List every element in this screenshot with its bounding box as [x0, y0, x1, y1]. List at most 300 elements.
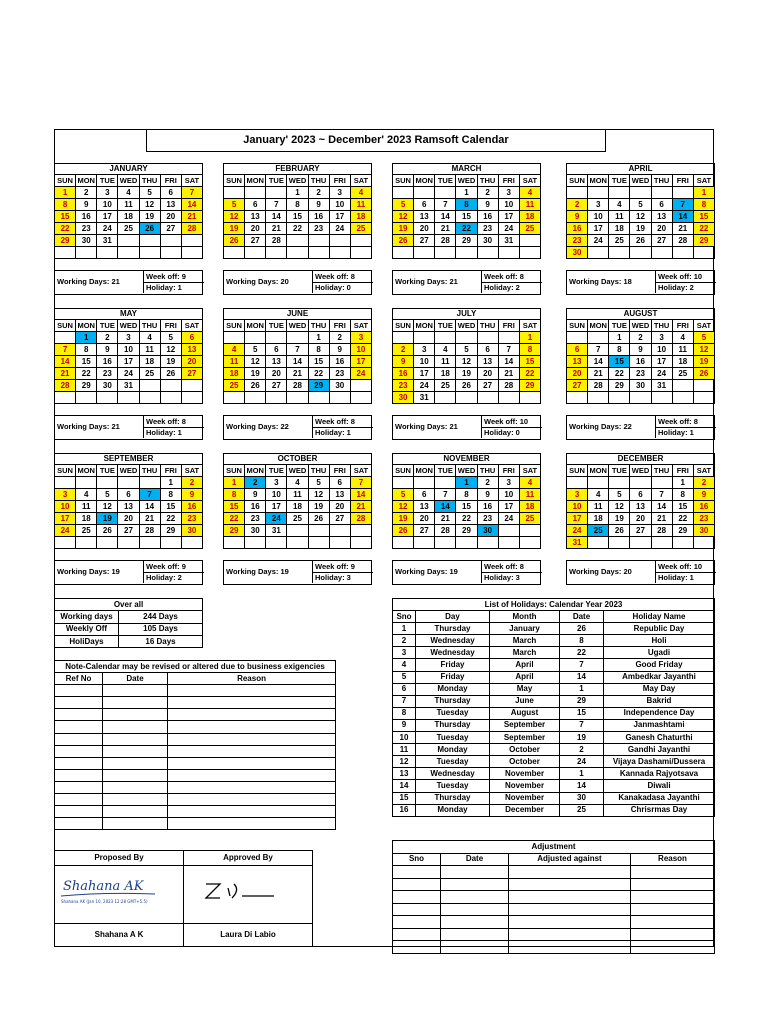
adjustment-cell [631, 928, 715, 941]
empty-cell [393, 477, 414, 489]
holiday-cell: 1 [393, 623, 416, 635]
day-name: SAT [350, 320, 371, 332]
day-cell: 27 [160, 223, 181, 235]
day-cell: 24 [350, 368, 371, 380]
day-name: MON [77, 465, 95, 475]
day-cell: 3 [414, 344, 435, 356]
day-cell: 8 [308, 344, 329, 356]
working-days: Working Days: 21 [57, 277, 120, 286]
day-cell: 29 [308, 380, 329, 392]
day-cell: 3 [567, 489, 588, 501]
empty-cell [414, 477, 435, 489]
day-cell: 25 [287, 513, 308, 525]
day-name: TUE [97, 320, 118, 332]
day-name: FRI [160, 175, 181, 187]
holiday-header: Sno [393, 611, 416, 623]
holiday-cell: November [490, 768, 560, 780]
month-summary [54, 415, 203, 440]
day-cell: 19 [456, 368, 477, 380]
note-cell [103, 794, 168, 806]
day-cell: 1 [308, 332, 329, 344]
holiday-cell: Independence Day [604, 707, 715, 719]
day-name: SAT [519, 320, 540, 332]
day-cell: 28 [55, 380, 76, 392]
day-cell: 5 [308, 477, 329, 489]
day-name: SAT [693, 320, 714, 332]
empty-cell [160, 247, 181, 259]
day-cell: 1 [693, 187, 714, 199]
day-cell: 9 [181, 489, 202, 501]
holiday-header: Day [416, 611, 490, 623]
day-name: WED [119, 320, 138, 330]
day-name: THU [308, 175, 329, 187]
approval-block [54, 850, 314, 947]
adjustment-cell [393, 878, 441, 891]
holiday-cell: Gandhi Jayanthi [604, 744, 715, 756]
day-cell: 13 [160, 199, 181, 211]
day-cell: 17 [350, 356, 371, 368]
holiday-cell: 26 [560, 623, 604, 635]
day-cell: 14 [266, 211, 287, 223]
day-cell: 24 [266, 513, 287, 525]
day-name: WED [631, 465, 650, 475]
proposed-by-label: Proposed By [55, 851, 183, 866]
day-cell: 26 [160, 368, 181, 380]
day-cell: 20 [414, 223, 435, 235]
day-cell: 6 [651, 199, 672, 211]
week-off: Week off: 10 [655, 561, 716, 573]
note-cell [168, 745, 336, 757]
holiday-count: Holiday: 3 [312, 572, 373, 583]
revision-note: Note-Calendar may be revised or altered due to business exigencies [55, 661, 336, 673]
day-cell: 15 [519, 356, 540, 368]
day-cell: 19 [160, 356, 181, 368]
day-cell: 1 [76, 332, 97, 344]
day-name: MON [589, 320, 607, 330]
day-cell: 15 [456, 211, 477, 223]
day-cell: 14 [435, 501, 456, 513]
day-cell: 29 [609, 380, 630, 392]
day-name: MON [246, 465, 264, 475]
day-cell: 14 [651, 501, 672, 513]
note-cell [55, 769, 103, 781]
day-cell: 6 [181, 332, 202, 344]
empty-cell [160, 537, 181, 549]
date-header: Date [103, 673, 168, 685]
month-name: MARCH [393, 164, 541, 175]
day-cell: 12 [630, 211, 651, 223]
day-cell: 19 [97, 513, 118, 525]
day-name: SAT [181, 175, 202, 187]
day-cell: 25 [224, 380, 245, 392]
day-name: TUE [97, 175, 118, 187]
day-name: SAT [693, 175, 714, 187]
day-cell: 1 [456, 477, 477, 489]
empty-cell [672, 392, 693, 404]
empty-cell [308, 247, 329, 259]
note-cell [103, 721, 168, 733]
empty-cell [118, 537, 139, 549]
holiday-cell: 8 [393, 707, 416, 719]
day-cell: 28 [139, 525, 160, 537]
day-cell: 1 [287, 187, 308, 199]
month-november [392, 453, 541, 549]
day-cell: 28 [435, 235, 456, 247]
day-cell: 13 [567, 356, 588, 368]
day-cell: 4 [350, 187, 371, 199]
empty-cell [329, 247, 350, 259]
empty-cell [266, 537, 287, 549]
holiday-cell: Tuesday [416, 732, 490, 744]
day-cell: 26 [139, 223, 160, 235]
day-cell: 23 [477, 513, 498, 525]
holiday-row [393, 695, 715, 707]
holiday-cell: 19 [560, 732, 604, 744]
note-cell [168, 733, 336, 745]
empty-cell [181, 537, 202, 549]
empty-cell [693, 247, 714, 259]
day-cell: 8 [609, 344, 630, 356]
day-cell: 20 [118, 513, 139, 525]
holiday-cell: May Day [604, 683, 715, 695]
empty-cell [287, 392, 308, 404]
day-cell: 10 [498, 489, 519, 501]
day-name: THU [477, 320, 498, 332]
day-cell: 22 [456, 513, 477, 525]
day-cell: 17 [414, 368, 435, 380]
holiday-cell: Holi [604, 635, 715, 647]
day-cell: 11 [224, 356, 245, 368]
month-summary [223, 270, 372, 295]
day-cell: 26 [630, 235, 651, 247]
empty-cell [693, 537, 714, 549]
holiday-count: Holiday: 1 [143, 427, 204, 438]
empty-cell [588, 187, 609, 199]
day-cell: 31 [567, 537, 588, 549]
day-cell: 23 [308, 223, 329, 235]
holiday-count: Holiday: 0 [481, 427, 542, 438]
week-off: Week off: 8 [481, 561, 542, 573]
note-row [55, 709, 336, 721]
holiday-cell: Friday [416, 659, 490, 671]
holiday-cell: 15 [393, 792, 416, 804]
day-cell: 16 [393, 368, 414, 380]
holiday-cell: Monday [416, 744, 490, 756]
empty-cell [350, 380, 371, 392]
day-cell: 4 [609, 199, 630, 211]
day-cell: 21 [139, 513, 160, 525]
empty-cell [435, 477, 456, 489]
day-name: WED [457, 465, 476, 475]
adjustment-cell [393, 903, 441, 916]
day-cell: 20 [160, 211, 181, 223]
adjustment-cell [441, 866, 509, 879]
day-cell: 21 [672, 223, 693, 235]
day-name: SAT [519, 175, 540, 187]
day-cell: 27 [414, 525, 435, 537]
empty-cell [630, 247, 651, 259]
adjustment-row [393, 941, 715, 954]
day-cell: 5 [456, 344, 477, 356]
day-cell: 10 [414, 356, 435, 368]
day-cell: 12 [160, 344, 181, 356]
holiday-cell: December [490, 804, 560, 816]
month-name: SEPTEMBER [55, 454, 203, 465]
working-days: Working Days: 22 [226, 422, 289, 431]
day-cell: 2 [97, 332, 118, 344]
holiday-cell: 12 [393, 756, 416, 768]
working-days: Working Days: 21 [395, 422, 458, 431]
day-cell: 30 [477, 235, 498, 247]
adj-reason-header: Reason [631, 853, 715, 866]
approved-by-box [183, 850, 313, 947]
day-cell: 6 [414, 489, 435, 501]
day-cell: 19 [393, 223, 414, 235]
day-cell: 12 [609, 501, 630, 513]
day-name: MON [415, 465, 433, 475]
day-cell: 9 [76, 199, 97, 211]
day-cell: 5 [224, 199, 245, 211]
day-cell: 25 [435, 380, 456, 392]
month-summary [54, 560, 203, 585]
day-cell: 18 [672, 356, 693, 368]
day-cell: 11 [519, 489, 540, 501]
empty-cell [287, 235, 308, 247]
day-cell: 8 [224, 489, 245, 501]
day-cell: 11 [519, 199, 540, 211]
empty-cell [97, 247, 118, 259]
adjustment-cell [509, 903, 631, 916]
day-cell: 17 [55, 513, 76, 525]
empty-cell [97, 392, 118, 404]
holiday-cell: March [490, 647, 560, 659]
day-name: WED [288, 175, 307, 185]
day-cell: 22 [456, 223, 477, 235]
holiday-row [393, 683, 715, 695]
day-name: THU [308, 320, 329, 332]
holiday-count: Holiday: 1 [655, 572, 716, 583]
day-cell: 5 [393, 199, 414, 211]
empty-cell [287, 247, 308, 259]
day-cell: 5 [245, 344, 266, 356]
day-cell: 13 [118, 501, 139, 513]
day-cell: 4 [139, 332, 160, 344]
day-cell: 7 [266, 199, 287, 211]
day-cell: 9 [245, 489, 266, 501]
day-cell: 28 [266, 235, 287, 247]
day-name: WED [631, 320, 650, 330]
holiday-cell: August [490, 707, 560, 719]
empty-cell [160, 380, 181, 392]
day-name: SUN [224, 175, 245, 187]
empty-cell [350, 247, 371, 259]
day-name: SAT [181, 320, 202, 332]
day-cell: 10 [97, 199, 118, 211]
overall-label: Weekly Off [55, 623, 119, 635]
empty-cell [139, 477, 160, 489]
working-days: Working Days: 18 [569, 277, 632, 286]
working-days: Working Days: 22 [569, 422, 632, 431]
day-name: SUN [393, 175, 414, 187]
day-cell: 11 [139, 344, 160, 356]
holiday-cell: 13 [393, 768, 416, 780]
holiday-cell: April [490, 659, 560, 671]
holiday-cell: Thursday [416, 623, 490, 635]
empty-cell [609, 247, 630, 259]
day-cell: 24 [567, 525, 588, 537]
day-name: SUN [567, 175, 588, 187]
day-cell: 23 [76, 223, 97, 235]
empty-cell [55, 247, 76, 259]
day-cell: 6 [414, 199, 435, 211]
day-cell: 5 [97, 489, 118, 501]
day-cell: 18 [435, 368, 456, 380]
holiday-cell: 10 [393, 732, 416, 744]
empty-cell [329, 537, 350, 549]
day-cell: 17 [266, 501, 287, 513]
day-cell: 3 [588, 199, 609, 211]
day-cell: 24 [498, 513, 519, 525]
empty-cell [498, 537, 519, 549]
day-cell: 28 [435, 525, 456, 537]
day-cell: 22 [308, 368, 329, 380]
empty-cell [456, 392, 477, 404]
day-name: FRI [672, 465, 693, 477]
empty-cell [350, 235, 371, 247]
day-cell: 20 [329, 501, 350, 513]
day-cell: 31 [97, 235, 118, 247]
day-cell: 26 [393, 235, 414, 247]
day-cell: 14 [588, 356, 609, 368]
day-cell: 11 [588, 501, 609, 513]
empty-cell [651, 537, 672, 549]
day-cell: 28 [181, 223, 202, 235]
holiday-cell: March [490, 635, 560, 647]
empty-cell [567, 187, 588, 199]
holiday-cell: November [490, 780, 560, 792]
day-cell: 15 [160, 501, 181, 513]
note-row [55, 781, 336, 793]
day-cell: 9 [567, 211, 588, 223]
day-name: THU [308, 465, 329, 477]
proposed-by-name: Shahana A K [55, 923, 183, 946]
day-cell: 27 [118, 525, 139, 537]
day-cell: 14 [181, 199, 202, 211]
week-off: Week off: 10 [655, 271, 716, 283]
day-cell: 9 [477, 489, 498, 501]
day-cell: 10 [266, 489, 287, 501]
holiday-cell: Tuesday [416, 780, 490, 792]
holiday-count: Holiday: 1 [312, 427, 373, 438]
empty-cell [350, 525, 371, 537]
day-cell: 1 [456, 187, 477, 199]
day-name: SAT [519, 465, 540, 477]
note-cell [103, 757, 168, 769]
day-name: FRI [672, 320, 693, 332]
day-name: FRI [498, 320, 519, 332]
day-name: TUE [266, 465, 287, 477]
empty-cell [519, 235, 540, 247]
note-cell [55, 757, 103, 769]
day-cell: 29 [519, 380, 540, 392]
holiday-cell: Chrisrmas Day [604, 804, 715, 816]
empty-cell [435, 537, 456, 549]
day-cell: 31 [266, 525, 287, 537]
day-cell: 30 [97, 380, 118, 392]
note-cell [168, 685, 336, 697]
holiday-cell: 29 [560, 695, 604, 707]
month-june [223, 308, 372, 404]
day-cell: 23 [97, 368, 118, 380]
week-off: Week off: 9 [143, 561, 204, 573]
empty-cell [435, 332, 456, 344]
adjustment-cell [509, 941, 631, 954]
day-cell: 25 [672, 368, 693, 380]
day-cell: 22 [160, 513, 181, 525]
day-cell: 21 [435, 513, 456, 525]
month-name: APRIL [567, 164, 715, 175]
day-cell: 30 [477, 525, 498, 537]
empty-cell [76, 392, 97, 404]
note-row [55, 818, 336, 830]
day-cell: 2 [477, 187, 498, 199]
empty-cell [435, 392, 456, 404]
overall-title: Over all [55, 599, 203, 611]
day-name: MON [77, 175, 95, 185]
week-off: Week off: 8 [312, 416, 373, 428]
day-cell: 17 [329, 211, 350, 223]
day-name: WED [457, 320, 476, 330]
day-cell: 22 [693, 223, 714, 235]
empty-cell [609, 392, 630, 404]
day-name: FRI [329, 175, 350, 187]
note-cell [168, 806, 336, 818]
day-cell: 16 [477, 501, 498, 513]
note-row [55, 769, 336, 781]
holiday-row [393, 792, 715, 804]
holiday-count: Holiday: 1 [143, 282, 204, 293]
month-summary [223, 415, 372, 440]
day-cell: 3 [329, 187, 350, 199]
empty-cell [118, 247, 139, 259]
note-cell [168, 709, 336, 721]
holiday-cell: September [490, 719, 560, 731]
day-name: TUE [435, 175, 456, 187]
day-cell: 21 [588, 368, 609, 380]
day-cell: 27 [651, 235, 672, 247]
working-days: Working Days: 20 [226, 277, 289, 286]
holiday-cell: Kanakadasa Jayanthi [604, 792, 715, 804]
month-summary [54, 270, 203, 295]
day-name: SUN [55, 465, 76, 477]
empty-cell [498, 525, 519, 537]
day-cell: 29 [55, 235, 76, 247]
empty-cell [498, 392, 519, 404]
adjustment-cell [631, 878, 715, 891]
day-name: WED [119, 175, 138, 185]
holiday-row [393, 659, 715, 671]
day-cell: 17 [498, 211, 519, 223]
day-name: THU [139, 465, 160, 477]
month-april [566, 163, 715, 259]
empty-cell [672, 380, 693, 392]
overall-row [55, 623, 203, 635]
day-cell: 18 [76, 513, 97, 525]
adjustment-cell [509, 916, 631, 929]
day-cell: 18 [609, 223, 630, 235]
holiday-cell: Thursday [416, 695, 490, 707]
empty-cell [181, 247, 202, 259]
